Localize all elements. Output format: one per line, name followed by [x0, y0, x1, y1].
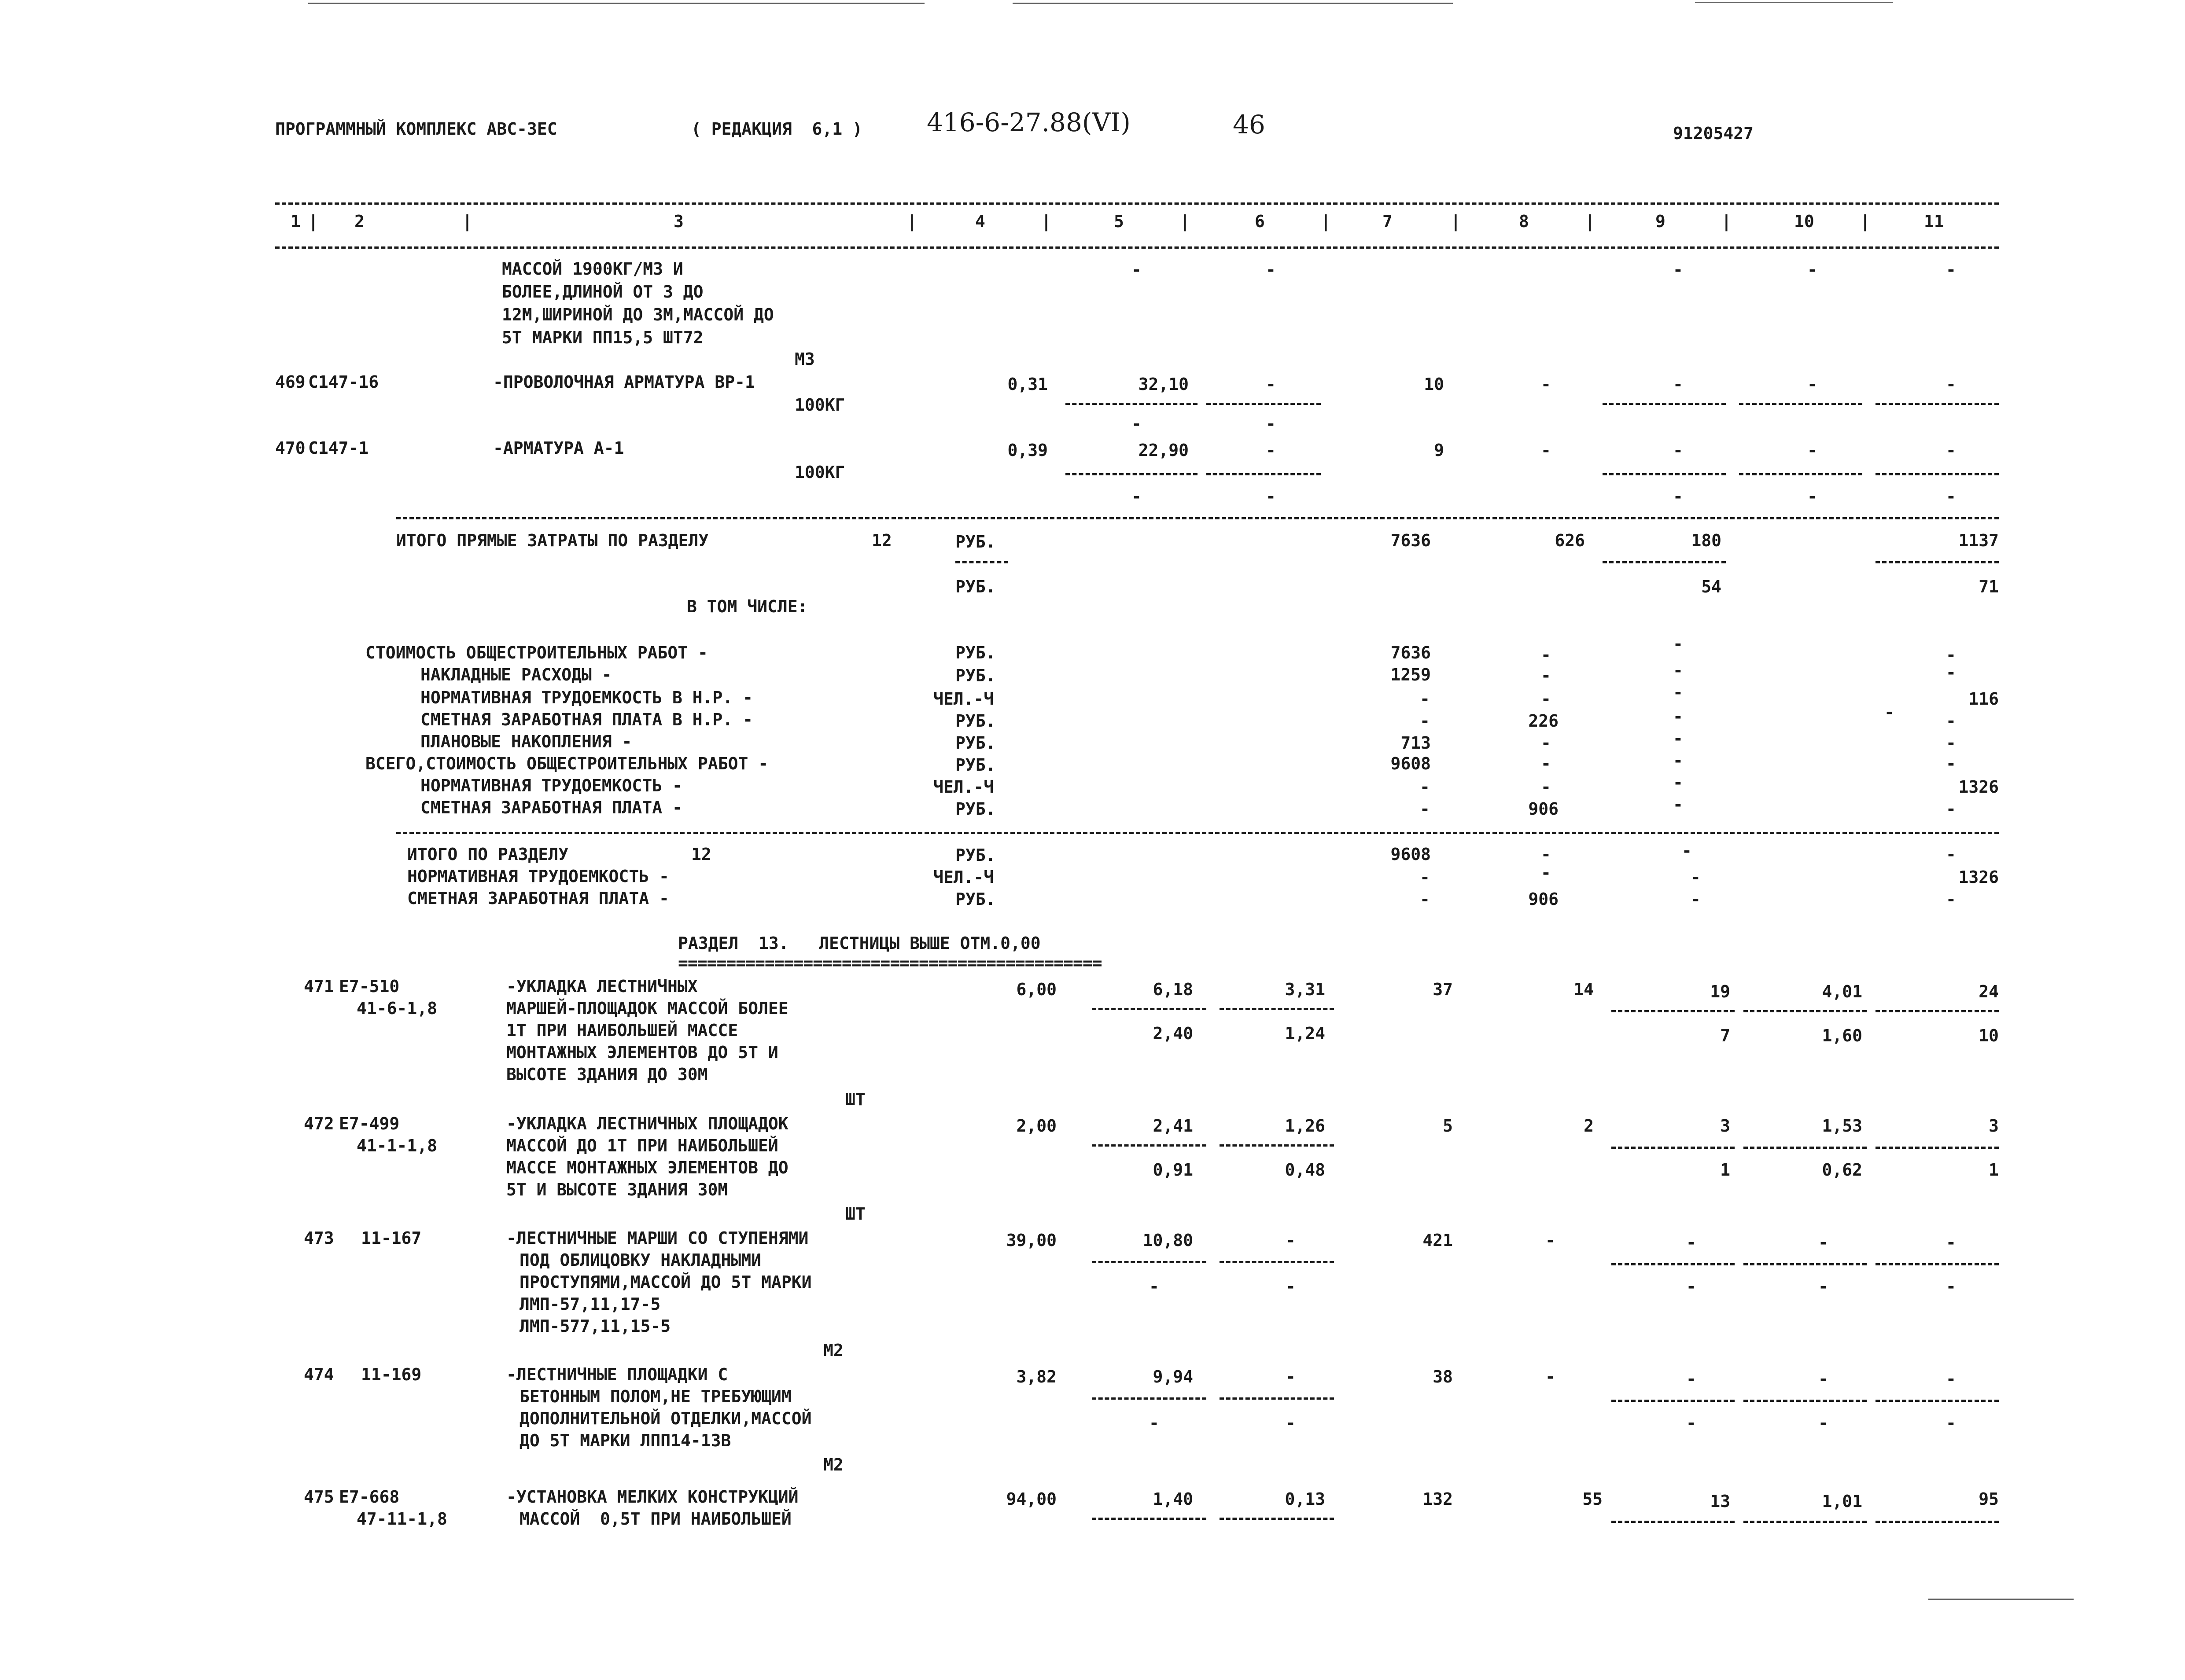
col-1: 1 [291, 212, 301, 231]
col-9: 9 [1655, 212, 1665, 231]
scanned-estimate-page: ПРОГРАММНЫЙ КОМПЛЕКС АВС-3ЕС ( РЕДАКЦИЯ 6,1 ) 416-6-27.88(VI) 46 91205427 1 | 2 | 3 | 4 | 5 | 6 | 7 | 8 | 9 | 10 | 11 МАССОЙ 1900КГ/М3 И БОЛЕЕ,ДЛИНОЙ ОТ 3 ДО 12М,ШИРИНОЙ ДО 3М,МАССОЙ ДО 5Т МАРКИ ПП15,5 ШТ72 М3 - - - - - 469 С147-16 -ПРОВОЛОЧНАЯ АРМАТУРА ВР-1 100КГ 0,31 32,10 - 10 - - - - - - 470 С147-1 -АРМАТУРА А-1 100КГ 0,39 22,90 - 9 - - - - - - - - - ИТОГО ПРЯМЫЕ ЗАТРАТЫ ПО РАЗДЕЛУ 12 РУБ. 7636 626 180 1137 РУБ. 54 71 В ТОМ ЧИСЛЕ: СТОИМОСТЬ ОБЩЕСТРОИТЕЛЬНЫХ РАБОТ - РУБ. 7636 - - - НАКЛАДНЫЕ РАСХОДЫ - РУБ. 1259 - - - НОРМАТИВНАЯ ТРУДОЕМКОСТЬ В Н.Р. - ЧЕЛ.-Ч - - - 116 СМЕТНАЯ ЗАРАБОТНАЯ ПЛАТА В Н.Р. - РУБ. - 226 - - - ПЛАНОВЫЕ НАКОПЛЕНИЯ - РУБ. 713 - - - ВСЕГО,СТОИМОСТЬ ОБЩЕСТРОИТЕЛЬНЫХ РАБОТ - РУБ. 9608 - - - НОРМАТИВНАЯ ТРУДОЕМКОСТЬ - ЧЕЛ.-Ч - - - 1326 СМЕТНАЯ ЗАРАБОТНАЯ ПЛАТА - РУБ. - 906 - - ИТОГО ПО РАЗДЕЛУ 12 РУБ. 9608 - - - НОРМАТИВНАЯ ТРУДОЕМКОСТЬ - ЧЕЛ.-Ч - - - 1326 СМЕТНАЯ ЗАРАБОТНАЯ ПЛАТА - РУБ. - 906 - - РАЗДЕЛ 13. ЛЕСТНИЦЫ ВЫШЕ ОТМ.0,00 ============================================ 471 Е7-510 41-6-1,8 -УКЛАДКА ЛЕСТНИЧНЫХ МАРШЕЙ-ПЛОЩАДОК МАССОЙ БОЛЕЕ 1Т ПРИ НАИБОЛЬШЕЙ МАССЕ МОНТАЖНЫХ ЭЛЕМЕНТОВ ДО 5Т И ВЫСОТЕ ЗДАНИЯ ДО 30М ШТ 6,00 6,18 3,31 37 14 19 4,01 24 2,40 1,24 7 1,60 10 472 Е7-499 41-1-1,8 -УКЛАДКА ЛЕСТНИЧНЫХ ПЛОЩАДОК МАССОЙ ДО 1Т ПРИ НАИБОЛЬШЕЙ МАССЕ МОНТАЖНЫХ ЭЛЕМЕНТОВ ДО 5Т И ВЫСОТЕ ЗДАНИЯ 30М ШТ 2,00 2,41 1,26 5 2 3 1,53 3 0,91 0,48 1 0,62 1 473 11-167 -ЛЕСТНИЧНЫЕ МАРШИ СО СТУПЕНЯМИ ПОД ОБЛИЦОВКУ НАКЛАДНЫМИ ПРОСТУПЯМИ,МАССОЙ ДО 5Т МАРКИ ЛМП-57,11,17-5 ЛМП-577,11,15-5 М2 39,00 10,80 - 421 - - - - - - - - - 474 11-169 -ЛЕСТНИЧНЫЕ ПЛОЩАДКИ С БЕТОННЫМ ПОЛОМ,НЕ ТРЕБУЮЩИМ ДОПОЛНИТЕЛЬНОЙ ОТДЕЛКИ,МАССОЙ ДО 5Т МАРКИ ЛПП14-13В М2 3,82 9,94 - 38 - - - - - - - - - 475 Е7-668 47-11-1,8 -УСТАНОВКА МЕЛКИХ КОНСТРУКЦИЙ МАССОЙ 0,5Т ПРИ НАИБОЛЬШЕЙ 94,00 1,40 0,13 132 55 13 1,01 95 [0, 0, 2185, 1680]
col-5: 5 [1114, 212, 1124, 231]
col-4: 4 [975, 212, 985, 231]
col-8: 8 [1519, 212, 1529, 231]
col-10: 10 [1794, 212, 1814, 231]
section-total-rule [396, 832, 1999, 834]
scan-edge-line [1928, 1599, 2074, 1600]
scan-edge-line [1695, 2, 1893, 3]
col-11: 11 [1924, 212, 1944, 231]
totals-rule [396, 517, 1999, 519]
section-heading: РАЗДЕЛ 13. ЛЕСТНИЦЫ ВЫШЕ ОТМ.0,00 [678, 934, 1041, 953]
col-7: 7 [1382, 212, 1393, 231]
col-2: 2 [354, 212, 365, 231]
scan-edge-line [1013, 3, 1453, 4]
header-rule-top [275, 202, 1999, 205]
col-6: 6 [1255, 212, 1265, 231]
page-number: 46 [1233, 110, 1265, 140]
program-name: ПРОГРАММНЫЙ КОМПЛЕКС АВС-3ЕС [275, 119, 557, 139]
header-rule-bottom [275, 246, 1999, 249]
edition: ( РЕДАКЦИЯ 6,1 ) [691, 119, 862, 139]
section-heading-underline: ============================================ [678, 953, 1102, 973]
col-3: 3 [674, 212, 684, 231]
document-number: 91205427 [1673, 124, 1754, 143]
project-code: 416-6-27.88(VI) [927, 107, 1131, 137]
scan-edge-line [308, 3, 925, 4]
